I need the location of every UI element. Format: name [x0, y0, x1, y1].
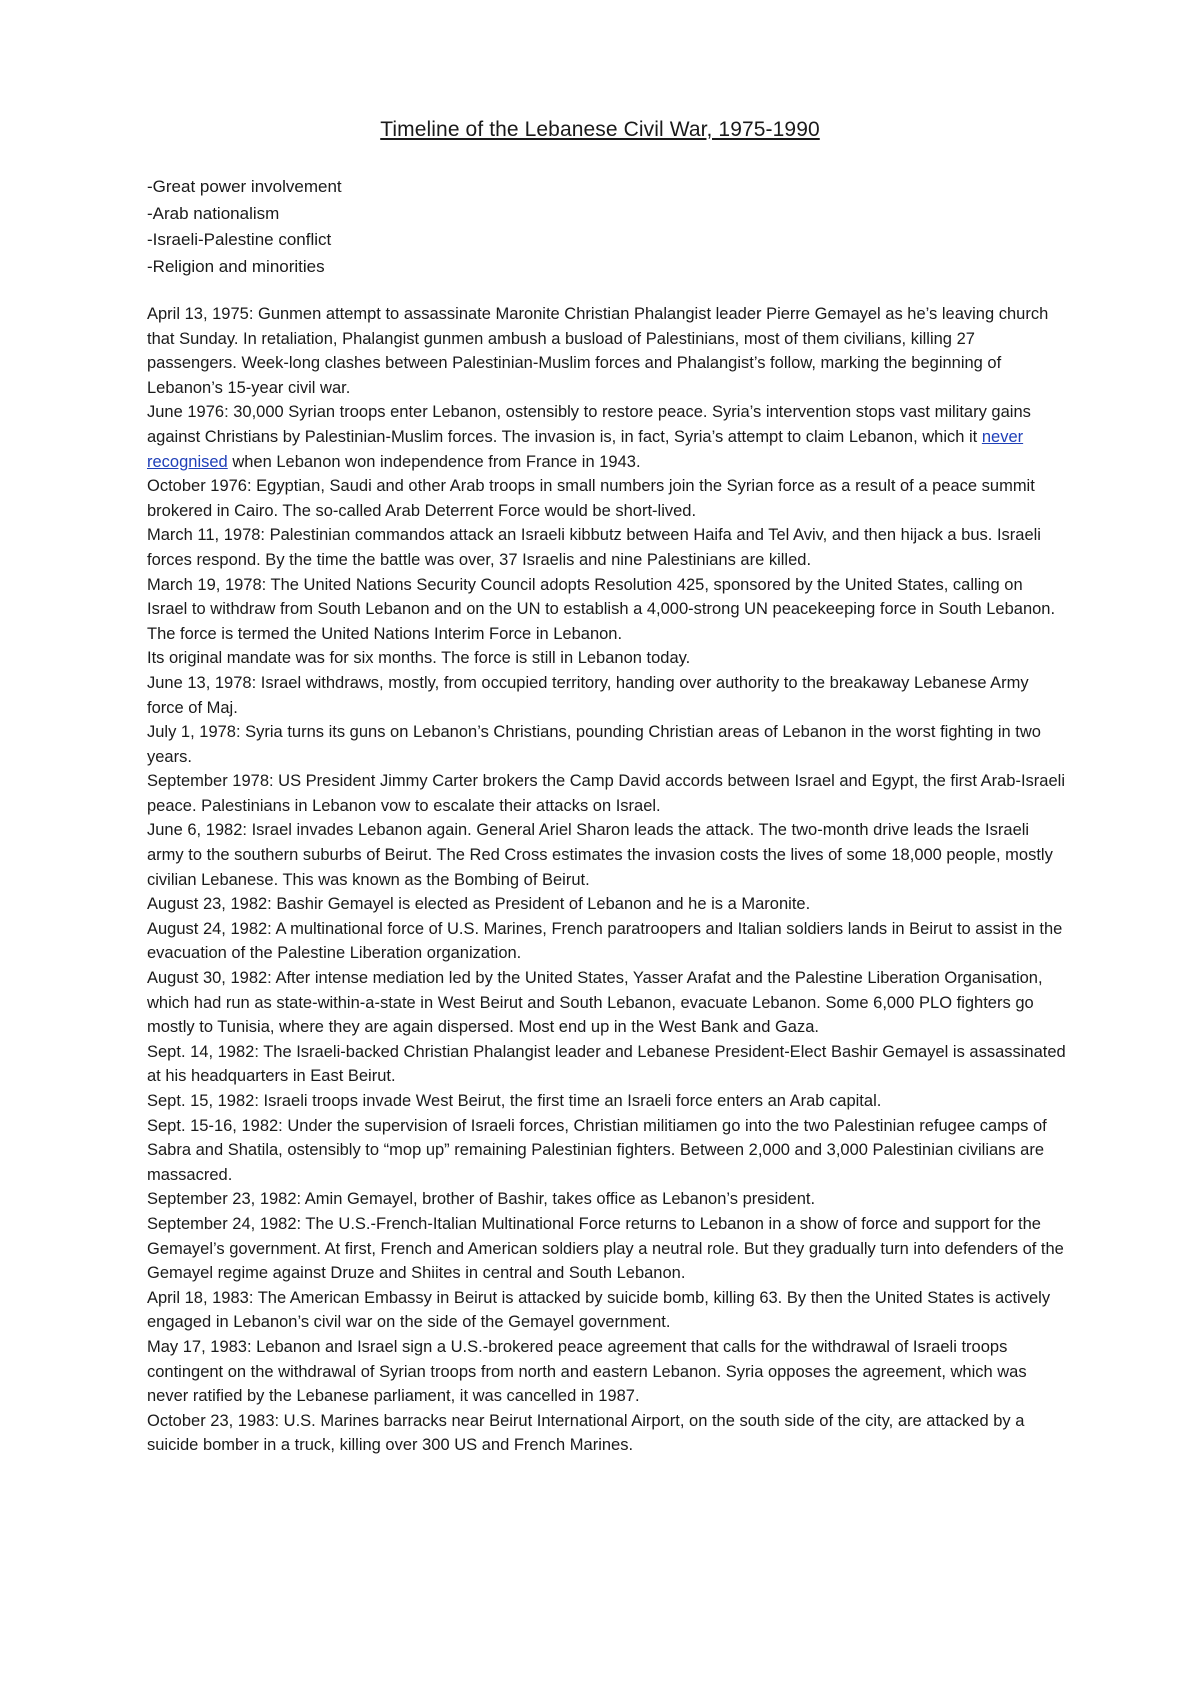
timeline-entry: October 1976: Egyptian, Saudi and other Arab troops in small numbers join the Syrian force as a result of a peace summit brokered in Cairo. The so-called Arab Deterrent Force would be short-lived.: [147, 477, 1035, 520]
timeline-entry: October 23, 1983: U.S. Marines barracks near Beirut International Airport, on the south side of the city, are attacked by a suicide bomber in a truck, killing over 300 US and French Marines.: [147, 1411, 1025, 1455]
timeline-entry: Its original mandate was for six months. The force is still in Lebanon today.: [147, 649, 691, 668]
timeline-entry: July 1, 1978: Syria turns its guns on Lebanon’s Christians, pounding Christian areas of Lebanon in the worst fighting in two years.: [147, 723, 1041, 766]
timeline-entry: Sept. 15-16, 1982: Under the supervision of Israeli forces, Christian militiamen go into the two Palestinian refugee camps of Sabra and Shatila, ostensibly to “mop up” remaining Palestinian fighters. Between 2,000 and 3,000 Palestinian civilians are massacred.: [147, 1116, 1047, 1184]
timeline-entry: March 11, 1978: Palestinian commandos attack an Israeli kibbutz between Haifa and Tel Aviv, and then hijack a bus. Israeli forces respond. By the time the battle was over, 37 Israelis and nine Palestinians are killed.: [147, 526, 1041, 569]
timeline-entry: Sept. 14, 1982: The Israeli-backed Christian Phalangist leader and Lebanese President-Elect Bashir Gemayel is assassinated at his headquarters in East Beirut.: [147, 1042, 1066, 1086]
timeline-entry: Sept. 15, 1982: Israeli troops invade West Beirut, the first time an Israeli force enters an Arab capital.: [147, 1092, 882, 1110]
timeline-body: [147, 302, 1067, 1458]
timeline-entry: September 24, 1982: The U.S.-French-Italian Multinational Force returns to Lebanon in a show of force and support for the Gemayel’s government. At first, French and American soldiers play a neutral role. But they gradually turn into defenders of the Gemayel regime against Druze and Shiites in central and South Lebanon.: [147, 1214, 1064, 1283]
theme-item: -Arab nationalism: [147, 203, 280, 223]
entry-text: June 1976: 30,000 Syrian troops enter Lebanon, ostensibly to restore peace. Syria’s intervention stops vast military gains against Christians by Palestinian-Muslim forces. The invasion is, in fact, Syria’s attempt to claim Lebanon, which it: [147, 403, 1031, 446]
entry-text: when Lebanon won independence from France in 1943.: [227, 452, 641, 471]
never-recognised-link[interactable]: never recognised: [147, 427, 1024, 471]
timeline-entry: [147, 400, 1067, 474]
timeline-entry: March 19, 1978: The United Nations Security Council adopts Resolution 425, sponsored by the United States, calling on Israel to withdraw from South Lebanon and on the UN to establish a 4,000-strong UN peacekeeping force in South Lebanon. The force is termed the United Nations Interim Force in Lebanon.: [147, 575, 1056, 643]
document-title: Timeline of the Lebanese Civil War, 1975-1990: [380, 118, 820, 141]
theme-item: -Israeli-Palestine conflict: [147, 230, 332, 249]
timeline-entry: August 24, 1982: A multinational force of U.S. Marines, French paratroopers and Italian soldiers lands in Beirut to assist in the evacuation of the Palestine Liberation organization.: [147, 919, 1063, 963]
themes-list: [147, 174, 1077, 280]
timeline-entry: June 13, 1978: Israel withdraws, mostly, from occupied territory, handing over authority to the breakaway Lebanese Army force of Maj.: [147, 673, 1029, 717]
timeline-entry: August 23, 1982: Bashir Gemayel is elected as President of Lebanon and he is a Maronite.: [147, 895, 811, 914]
timeline-entry: May 17, 1983: Lebanon and Israel sign a U.S.-brokered peace agreement that calls for the withdrawal of Israeli troops contingent on the withdrawal of Syrian troops from north and eastern Lebanon. Syria opposes the agreement, which was never ratified by the Lebanese parliament, it was cancelled in 1987.: [147, 1337, 1027, 1406]
timeline-entry: August 30, 1982: After intense mediation led by the United States, Yasser Arafat and the Palestine Liberation Organisation, which had run as state-within-a-state in West Beirut and South Lebanon, evacuate Lebanon. Some 6,000 PLO fighters go mostly to Tunisia, where they are again dispersed. Most end up in the West Bank and Gaza.: [147, 969, 1043, 1037]
timeline-entry: April 13, 1975: Gunmen attempt to assassinate Maronite Christian Phalangist leader Pierre Gemayel as he’s leaving church that Sunday. In retaliation, Phalangist gunmen ambush a busload of Palestinians, most of them civilians, killing 27 passengers. Week-long clashes between Palestinian-Muslim forces and Phalangist’s follow, marking the beginning of Lebanon’s 15-year civil war.: [147, 305, 1049, 397]
theme-item: -Great power involvement: [147, 177, 342, 196]
theme-item: -Religion and minorities: [147, 256, 325, 276]
timeline-entry: September 1978: US President Jimmy Carter brokers the Camp David accords between Israel and Egypt, the first Arab-Israeli peace. Palestinians in Lebanon vow to escalate their attacks on Israel.: [147, 772, 1065, 815]
timeline-entry: June 6, 1982: Israel invades Lebanon again. General Ariel Sharon leads the attack. The two-month drive leads the Israeli army to the southern suburbs of Beirut. The Red Cross estimates the invasion costs the lives of some 18,000 people, mostly civilian Lebanese. This was known as the Bombing of Beirut.: [147, 821, 1053, 889]
timeline-entry: April 18, 1983: The American Embassy in Beirut is attacked by suicide bomb, killing 63. By then the United States is actively engaged in Lebanon’s civil war on the side of the Gemayel government.: [147, 1288, 1051, 1332]
timeline-entry: September 23, 1982: Amin Gemayel, brother of Bashir, takes office as Lebanon’s president.: [147, 1190, 816, 1209]
